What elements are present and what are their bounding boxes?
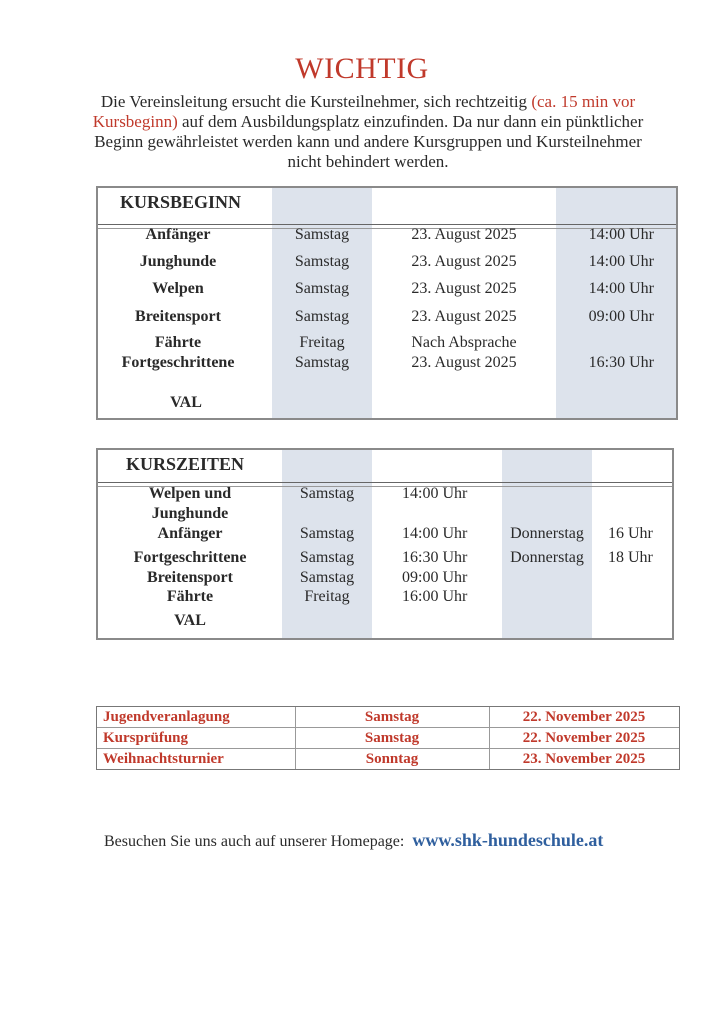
row-label: Anfänger — [145, 226, 211, 243]
row-label: Fortgeschrittene — [121, 354, 235, 371]
row-time2: 16 Uhr — [608, 525, 653, 542]
row-day: Samstag — [294, 280, 350, 297]
header-divider — [98, 224, 676, 225]
intro-highlight: (ca. 15 min vor Kursbeginn) — [92, 92, 636, 131]
event-date: 22. November 2025 — [522, 709, 646, 725]
row-label: VAL — [170, 394, 202, 411]
event-name: Weihnachtsturnier — [103, 751, 224, 767]
row-day2: Donnerstag — [510, 549, 584, 566]
row-time2: 18 Uhr — [608, 549, 653, 566]
footer — [104, 830, 603, 851]
shade-column — [282, 450, 372, 638]
row-date: 23. August 2025 — [411, 280, 517, 297]
row-label: Fährte — [166, 588, 214, 605]
row-time: 14:00 Uhr — [588, 253, 654, 270]
row-label: Junghunde — [151, 505, 229, 522]
table-row — [97, 749, 679, 769]
shade-column — [502, 450, 592, 638]
row-time: 09:00 Uhr — [402, 569, 468, 586]
row-label: Junghunde — [139, 253, 217, 270]
row-label: VAL — [174, 612, 206, 629]
row-label: Breitensport — [147, 569, 233, 586]
event-name: Kursprüfung — [103, 730, 189, 746]
row-label: Welpen — [152, 280, 204, 297]
event-day: Samstag — [364, 709, 420, 725]
event-name: Jugendveranlagung — [103, 709, 230, 725]
row-time: 14:00 Uhr — [588, 226, 654, 243]
row-time: 14:00 Uhr — [402, 485, 468, 502]
intro-text-2: auf dem Ausbildungsplatz einzufinden. Da nur dann ein pünktlicher Beginn gewährleistet werden kann und andere Kursgruppen und Kursteilnehmer nicht behindert werden. — [94, 112, 644, 171]
row-label: Fortgeschrittene — [133, 549, 247, 566]
row-day: Samstag — [294, 226, 350, 243]
shade-column — [272, 188, 372, 418]
intro-text-1: Die Vereinsleitung ersucht die Kursteilnehmer, sich rechtzeitig — [100, 92, 532, 111]
table-row — [97, 707, 679, 727]
event-day: Samstag — [364, 730, 420, 746]
row-day: Samstag — [299, 549, 355, 566]
row-day: Samstag — [294, 354, 350, 371]
kurszeiten-header: KURSZEITEN — [126, 454, 245, 474]
row-day: Samstag — [299, 525, 355, 542]
row-day: Freitag — [304, 588, 350, 605]
row-day: Samstag — [294, 253, 350, 270]
homepage-link[interactable]: www.shk-hundeschule.at — [412, 830, 604, 850]
event-date: 22. November 2025 — [522, 730, 646, 746]
row-time: 09:00 Uhr — [588, 308, 654, 325]
kurszeiten-table — [96, 448, 674, 640]
row-date: 23. August 2025 — [411, 253, 517, 270]
row-label: Breitensport — [135, 308, 221, 325]
table-row — [97, 728, 679, 748]
kursbeginn-table — [96, 186, 678, 420]
row-day2: Donnerstag — [510, 525, 584, 542]
row-time: 16:00 Uhr — [402, 588, 468, 605]
row-time: 14:00 Uhr — [402, 525, 468, 542]
page-title: WICHTIG — [295, 52, 429, 85]
events-table — [96, 706, 680, 770]
row-day: Samstag — [299, 485, 355, 502]
footer-text: Besuchen Sie uns auch auf unserer Homepage: — [104, 833, 405, 850]
row-label: Fährte — [154, 334, 202, 351]
row-time: 16:30 Uhr — [402, 549, 468, 566]
kursbeginn-header: KURSBEGINN — [120, 192, 242, 212]
row-date: 23. August 2025 — [411, 308, 517, 325]
event-day: Sonntag — [365, 751, 419, 767]
row-day: Samstag — [299, 569, 355, 586]
row-label: Welpen und — [148, 485, 232, 502]
shade-column — [556, 188, 676, 418]
row-day: Samstag — [294, 308, 350, 325]
row-date: Nach Absprache — [411, 334, 517, 351]
row-time: 16:30 Uhr — [588, 354, 654, 371]
row-date: 23. August 2025 — [411, 226, 517, 243]
row-label: Anfänger — [157, 525, 223, 542]
event-date: 23. November 2025 — [522, 751, 646, 767]
row-day: Freitag — [299, 334, 345, 351]
header-divider — [98, 482, 672, 483]
row-date: 23. August 2025 — [411, 354, 517, 371]
intro-paragraph — [88, 92, 648, 172]
row-time: 14:00 Uhr — [588, 280, 654, 297]
